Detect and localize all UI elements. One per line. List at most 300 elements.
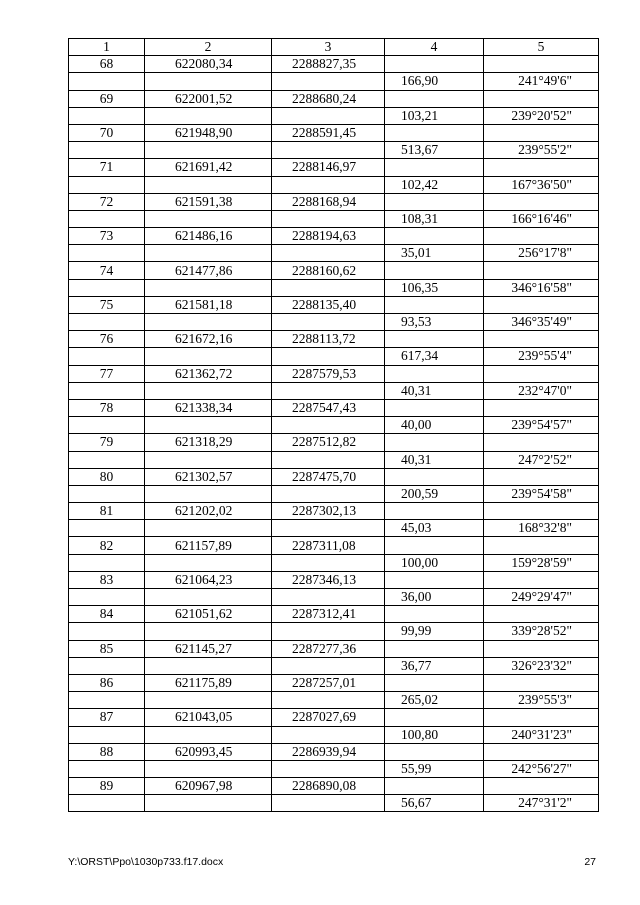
bearing-cell <box>484 537 599 554</box>
bearing-cell <box>484 760 599 777</box>
distance-cell <box>385 554 484 571</box>
x-coordinate-value: 621948,90 <box>175 125 233 141</box>
distance-cell <box>385 692 484 709</box>
table-row <box>69 640 599 657</box>
point-number-cell: 89 <box>69 778 145 795</box>
x-coordinate-cell <box>145 451 272 468</box>
distance-cell <box>385 778 484 795</box>
point-number-cell: 75 <box>69 296 145 313</box>
table-body <box>69 56 599 812</box>
distance-cell <box>385 709 484 726</box>
y-coordinate-cell <box>272 468 385 485</box>
bearing-cell <box>484 107 599 124</box>
x-coordinate-cell <box>145 571 272 588</box>
x-coordinate-cell <box>145 279 272 296</box>
y-coordinate-value: 2287512,82 <box>292 434 357 450</box>
x-coordinate-cell <box>145 537 272 554</box>
distance-cell <box>385 56 484 73</box>
distance-cell <box>385 262 484 279</box>
distance-cell <box>385 245 484 262</box>
distance-value: 99,99 <box>401 623 432 639</box>
table-row <box>69 331 599 348</box>
x-coordinate-value: 621486,16 <box>175 228 233 244</box>
point-number-cell <box>69 692 145 709</box>
y-coordinate-cell <box>272 73 385 90</box>
bearing-cell <box>484 417 599 434</box>
table-row <box>69 589 599 606</box>
footer-file-path: Y:\ORST\Ppo\1030p733.f17.docx <box>68 856 224 868</box>
x-coordinate-cell <box>145 382 272 399</box>
y-coordinate-cell <box>272 657 385 674</box>
distance-value: 106,35 <box>401 279 439 295</box>
bearing-cell <box>484 657 599 674</box>
point-number-cell <box>69 451 145 468</box>
y-coordinate-cell <box>272 382 385 399</box>
point-number-cell <box>69 795 145 812</box>
bearing-cell <box>484 571 599 588</box>
bearing-cell <box>484 623 599 640</box>
x-coordinate-cell <box>145 417 272 434</box>
bearing-cell <box>484 503 599 520</box>
y-coordinate-value: 2288160,62 <box>292 262 357 278</box>
bearing-cell <box>484 331 599 348</box>
point-number-cell <box>69 726 145 743</box>
distance-cell <box>385 314 484 331</box>
x-coordinate-cell <box>145 124 272 141</box>
point-number-cell: 80 <box>69 468 145 485</box>
y-coordinate-cell <box>272 778 385 795</box>
point-number-cell <box>69 417 145 434</box>
point-number-cell: 88 <box>69 743 145 760</box>
bearing-cell <box>484 606 599 623</box>
distance-value: 100,00 <box>401 554 439 570</box>
bearing-value: 256°17'8" <box>518 245 572 261</box>
point-number-cell: 69 <box>69 90 145 107</box>
bearing-cell <box>484 709 599 726</box>
x-coordinate-cell <box>145 56 272 73</box>
y-coordinate-value: 2287547,43 <box>292 400 357 416</box>
table-row <box>69 657 599 674</box>
distance-cell <box>385 571 484 588</box>
x-coordinate-cell <box>145 73 272 90</box>
distance-value: 108,31 <box>401 210 439 226</box>
distance-cell <box>385 640 484 657</box>
x-coordinate-cell <box>145 778 272 795</box>
header-col-3: 3 <box>272 39 385 56</box>
x-coordinate-value: 621338,34 <box>175 400 233 416</box>
coordinates-table-container <box>68 38 598 812</box>
distance-cell <box>385 159 484 176</box>
table-row <box>69 228 599 245</box>
table-row <box>69 159 599 176</box>
bearing-cell <box>484 640 599 657</box>
bearing-value: 241°49'6" <box>518 73 572 89</box>
bearing-cell <box>484 279 599 296</box>
x-coordinate-value: 621202,02 <box>175 503 233 519</box>
x-coordinate-value: 621302,57 <box>175 468 233 484</box>
x-coordinate-value: 621157,89 <box>175 537 232 553</box>
table-row <box>69 537 599 554</box>
bearing-value: 326°23'32" <box>511 657 572 673</box>
distance-cell <box>385 606 484 623</box>
bearing-cell <box>484 554 599 571</box>
y-coordinate-value: 2287277,36 <box>292 640 357 656</box>
table-row <box>69 760 599 777</box>
bearing-cell <box>484 382 599 399</box>
point-number-cell <box>69 245 145 262</box>
x-coordinate-value: 621318,29 <box>175 434 233 450</box>
y-coordinate-cell <box>272 674 385 691</box>
y-coordinate-value: 2288591,45 <box>292 125 357 141</box>
bearing-cell <box>484 210 599 227</box>
x-coordinate-cell <box>145 554 272 571</box>
x-coordinate-cell <box>145 176 272 193</box>
x-coordinate-cell <box>145 159 272 176</box>
table-row <box>69 726 599 743</box>
table-row <box>69 434 599 451</box>
table-row <box>69 399 599 416</box>
distance-value: 166,90 <box>401 73 439 89</box>
table-header-row <box>69 39 599 56</box>
table-row <box>69 417 599 434</box>
distance-cell <box>385 795 484 812</box>
table-row <box>69 520 599 537</box>
point-number-cell: 79 <box>69 434 145 451</box>
point-number-cell: 72 <box>69 193 145 210</box>
y-coordinate-cell <box>272 709 385 726</box>
x-coordinate-cell <box>145 692 272 709</box>
distance-value: 100,80 <box>401 726 439 742</box>
table-row <box>69 571 599 588</box>
x-coordinate-cell <box>145 399 272 416</box>
distance-cell <box>385 176 484 193</box>
distance-value: 56,67 <box>401 795 432 811</box>
table-row <box>69 623 599 640</box>
table-row <box>69 296 599 313</box>
y-coordinate-cell <box>272 210 385 227</box>
distance-cell <box>385 520 484 537</box>
point-number-cell <box>69 176 145 193</box>
x-coordinate-cell <box>145 743 272 760</box>
y-coordinate-value: 2288135,40 <box>292 296 357 312</box>
x-coordinate-cell <box>145 107 272 124</box>
bearing-value: 249°29'47" <box>511 589 572 605</box>
x-coordinate-value: 620967,98 <box>175 778 233 794</box>
table-row <box>69 107 599 124</box>
y-coordinate-cell <box>272 314 385 331</box>
bearing-cell <box>484 589 599 606</box>
distance-cell <box>385 399 484 416</box>
y-coordinate-cell <box>272 331 385 348</box>
point-number-cell: 70 <box>69 124 145 141</box>
table-row <box>69 606 599 623</box>
y-coordinate-cell <box>272 760 385 777</box>
header-col-1: 1 <box>69 39 145 56</box>
x-coordinate-value: 621175,89 <box>175 675 232 691</box>
distance-cell <box>385 107 484 124</box>
x-coordinate-cell <box>145 674 272 691</box>
bearing-cell <box>484 296 599 313</box>
bearing-cell <box>484 176 599 193</box>
bearing-cell <box>484 451 599 468</box>
bearing-cell <box>484 245 599 262</box>
distance-cell <box>385 296 484 313</box>
y-coordinate-value: 2287579,53 <box>292 365 357 381</box>
bearing-cell <box>484 520 599 537</box>
point-number-cell: 86 <box>69 674 145 691</box>
distance-value: 93,53 <box>401 314 432 330</box>
footer-page-number: 27 <box>584 856 596 868</box>
table-row <box>69 56 599 73</box>
distance-cell <box>385 434 484 451</box>
point-number-cell <box>69 210 145 227</box>
distance-value: 103,21 <box>401 107 439 123</box>
point-number-cell <box>69 73 145 90</box>
y-coordinate-cell <box>272 520 385 537</box>
x-coordinate-value: 621477,86 <box>175 262 233 278</box>
bearing-cell <box>484 674 599 691</box>
x-coordinate-value: 621145,27 <box>175 640 232 656</box>
y-coordinate-value: 2286890,08 <box>292 778 357 794</box>
y-coordinate-cell <box>272 262 385 279</box>
distance-cell <box>385 760 484 777</box>
point-number-cell <box>69 657 145 674</box>
bearing-value: 239°54'57" <box>511 417 572 433</box>
distance-cell <box>385 348 484 365</box>
table-row <box>69 503 599 520</box>
point-number-cell: 81 <box>69 503 145 520</box>
x-coordinate-cell <box>145 468 272 485</box>
distance-value: 617,34 <box>401 348 439 364</box>
y-coordinate-cell <box>272 142 385 159</box>
x-coordinate-cell <box>145 606 272 623</box>
bearing-cell <box>484 314 599 331</box>
y-coordinate-value: 2288113,72 <box>292 331 356 347</box>
table-row <box>69 692 599 709</box>
x-coordinate-cell <box>145 193 272 210</box>
y-coordinate-value: 2287312,41 <box>292 606 357 622</box>
distance-cell <box>385 743 484 760</box>
x-coordinate-cell <box>145 142 272 159</box>
bearing-cell <box>484 434 599 451</box>
point-number-cell <box>69 485 145 502</box>
point-number-cell: 87 <box>69 709 145 726</box>
table-row <box>69 451 599 468</box>
table-row <box>69 674 599 691</box>
y-coordinate-cell <box>272 623 385 640</box>
y-coordinate-cell <box>272 365 385 382</box>
distance-cell <box>385 228 484 245</box>
x-coordinate-cell <box>145 245 272 262</box>
distance-cell <box>385 279 484 296</box>
x-coordinate-value: 621362,72 <box>175 365 233 381</box>
distance-cell <box>385 417 484 434</box>
distance-value: 40,31 <box>401 382 432 398</box>
x-coordinate-cell <box>145 228 272 245</box>
point-number-cell: 74 <box>69 262 145 279</box>
bearing-cell <box>484 348 599 365</box>
y-coordinate-cell <box>272 107 385 124</box>
bearing-cell <box>484 743 599 760</box>
distance-cell <box>385 210 484 227</box>
x-coordinate-cell <box>145 262 272 279</box>
table-row <box>69 314 599 331</box>
y-coordinate-cell <box>272 503 385 520</box>
bearing-cell <box>484 795 599 812</box>
y-coordinate-value: 2287346,13 <box>292 571 357 587</box>
distance-cell <box>385 365 484 382</box>
bearing-cell <box>484 73 599 90</box>
y-coordinate-cell <box>272 589 385 606</box>
point-number-cell: 82 <box>69 537 145 554</box>
bearing-value: 167°36'50" <box>511 176 572 192</box>
y-coordinate-cell <box>272 193 385 210</box>
distance-cell <box>385 726 484 743</box>
table-row <box>69 365 599 382</box>
bearing-cell <box>484 142 599 159</box>
distance-value: 35,01 <box>401 245 432 261</box>
bearing-value: 239°55'4" <box>518 348 572 364</box>
x-coordinate-value: 621691,42 <box>175 159 233 175</box>
y-coordinate-cell <box>272 571 385 588</box>
y-coordinate-cell <box>272 726 385 743</box>
point-number-cell <box>69 589 145 606</box>
x-coordinate-cell <box>145 331 272 348</box>
x-coordinate-cell <box>145 760 272 777</box>
distance-value: 36,00 <box>401 589 432 605</box>
bearing-value: 239°55'3" <box>518 692 572 708</box>
y-coordinate-value: 2287311,08 <box>292 537 356 553</box>
bearing-cell <box>484 399 599 416</box>
table-row <box>69 210 599 227</box>
distance-cell <box>385 503 484 520</box>
x-coordinate-cell <box>145 503 272 520</box>
point-number-cell: 73 <box>69 228 145 245</box>
table-row <box>69 142 599 159</box>
bearing-value: 168°32'8" <box>518 520 572 536</box>
bearing-value: 239°20'52" <box>511 107 572 123</box>
y-coordinate-cell <box>272 228 385 245</box>
bearing-cell <box>484 193 599 210</box>
y-coordinate-value: 2288827,35 <box>292 56 357 72</box>
point-number-cell: 76 <box>69 331 145 348</box>
bearing-cell <box>484 485 599 502</box>
x-coordinate-value: 622001,52 <box>175 90 233 106</box>
bearing-value: 242°56'27" <box>511 760 572 776</box>
point-number-cell <box>69 348 145 365</box>
bearing-value: 159°28'59" <box>511 554 572 570</box>
y-coordinate-value: 2287302,13 <box>292 503 357 519</box>
table-row <box>69 124 599 141</box>
y-coordinate-cell <box>272 537 385 554</box>
x-coordinate-cell <box>145 434 272 451</box>
table-row <box>69 778 599 795</box>
table-row <box>69 382 599 399</box>
distance-value: 55,99 <box>401 760 432 776</box>
y-coordinate-cell <box>272 296 385 313</box>
y-coordinate-cell <box>272 640 385 657</box>
distance-cell <box>385 485 484 502</box>
distance-cell <box>385 674 484 691</box>
distance-value: 200,59 <box>401 485 439 501</box>
point-number-cell <box>69 554 145 571</box>
distance-cell <box>385 623 484 640</box>
y-coordinate-value: 2288146,97 <box>292 159 357 175</box>
y-coordinate-cell <box>272 485 385 502</box>
bearing-value: 339°28'52" <box>511 623 572 639</box>
bearing-value: 166°16'46" <box>511 210 572 226</box>
x-coordinate-cell <box>145 726 272 743</box>
y-coordinate-cell <box>272 176 385 193</box>
y-coordinate-cell <box>272 451 385 468</box>
bearing-cell <box>484 124 599 141</box>
y-coordinate-cell <box>272 554 385 571</box>
bearing-value: 247°2'52" <box>518 451 572 467</box>
table-row <box>69 348 599 365</box>
y-coordinate-cell <box>272 56 385 73</box>
distance-cell <box>385 657 484 674</box>
point-number-cell <box>69 623 145 640</box>
bearing-cell <box>484 262 599 279</box>
y-coordinate-cell <box>272 348 385 365</box>
bearing-cell <box>484 159 599 176</box>
y-coordinate-value: 2286939,94 <box>292 743 357 759</box>
x-coordinate-cell <box>145 623 272 640</box>
y-coordinate-cell <box>272 245 385 262</box>
distance-value: 45,03 <box>401 520 432 536</box>
x-coordinate-cell <box>145 589 272 606</box>
y-coordinate-cell <box>272 692 385 709</box>
y-coordinate-value: 2288680,24 <box>292 90 357 106</box>
table-row <box>69 73 599 90</box>
x-coordinate-value: 621591,38 <box>175 193 233 209</box>
y-coordinate-cell <box>272 606 385 623</box>
distance-cell <box>385 142 484 159</box>
table-row <box>69 743 599 760</box>
x-coordinate-value: 620993,45 <box>175 743 233 759</box>
table-row <box>69 90 599 107</box>
distance-cell <box>385 451 484 468</box>
y-coordinate-value: 2287027,69 <box>292 709 357 725</box>
x-coordinate-cell <box>145 365 272 382</box>
bearing-value: 239°55'2" <box>518 142 572 158</box>
y-coordinate-value: 2287257,01 <box>292 675 357 691</box>
distance-value: 513,67 <box>401 142 439 158</box>
point-number-cell <box>69 760 145 777</box>
y-coordinate-cell <box>272 279 385 296</box>
distance-value: 102,42 <box>401 176 439 192</box>
distance-cell <box>385 124 484 141</box>
header-col-5: 5 <box>484 39 599 56</box>
bearing-value: 232°47'0" <box>518 382 572 398</box>
y-coordinate-cell <box>272 795 385 812</box>
table-row <box>69 709 599 726</box>
bearing-value: 239°54'58" <box>511 485 572 501</box>
y-coordinate-value: 2288168,94 <box>292 193 357 209</box>
point-number-cell: 84 <box>69 606 145 623</box>
x-coordinate-value: 621043,05 <box>175 709 233 725</box>
x-coordinate-cell <box>145 90 272 107</box>
distance-value: 40,00 <box>401 417 432 433</box>
bearing-value: 346°35'49" <box>511 314 572 330</box>
bearing-value: 247°31'2" <box>518 795 572 811</box>
bearing-cell <box>484 778 599 795</box>
header-col-2: 2 <box>145 39 272 56</box>
point-number-cell: 77 <box>69 365 145 382</box>
y-coordinate-cell <box>272 434 385 451</box>
x-coordinate-value: 621064,23 <box>175 571 233 587</box>
x-coordinate-cell <box>145 485 272 502</box>
